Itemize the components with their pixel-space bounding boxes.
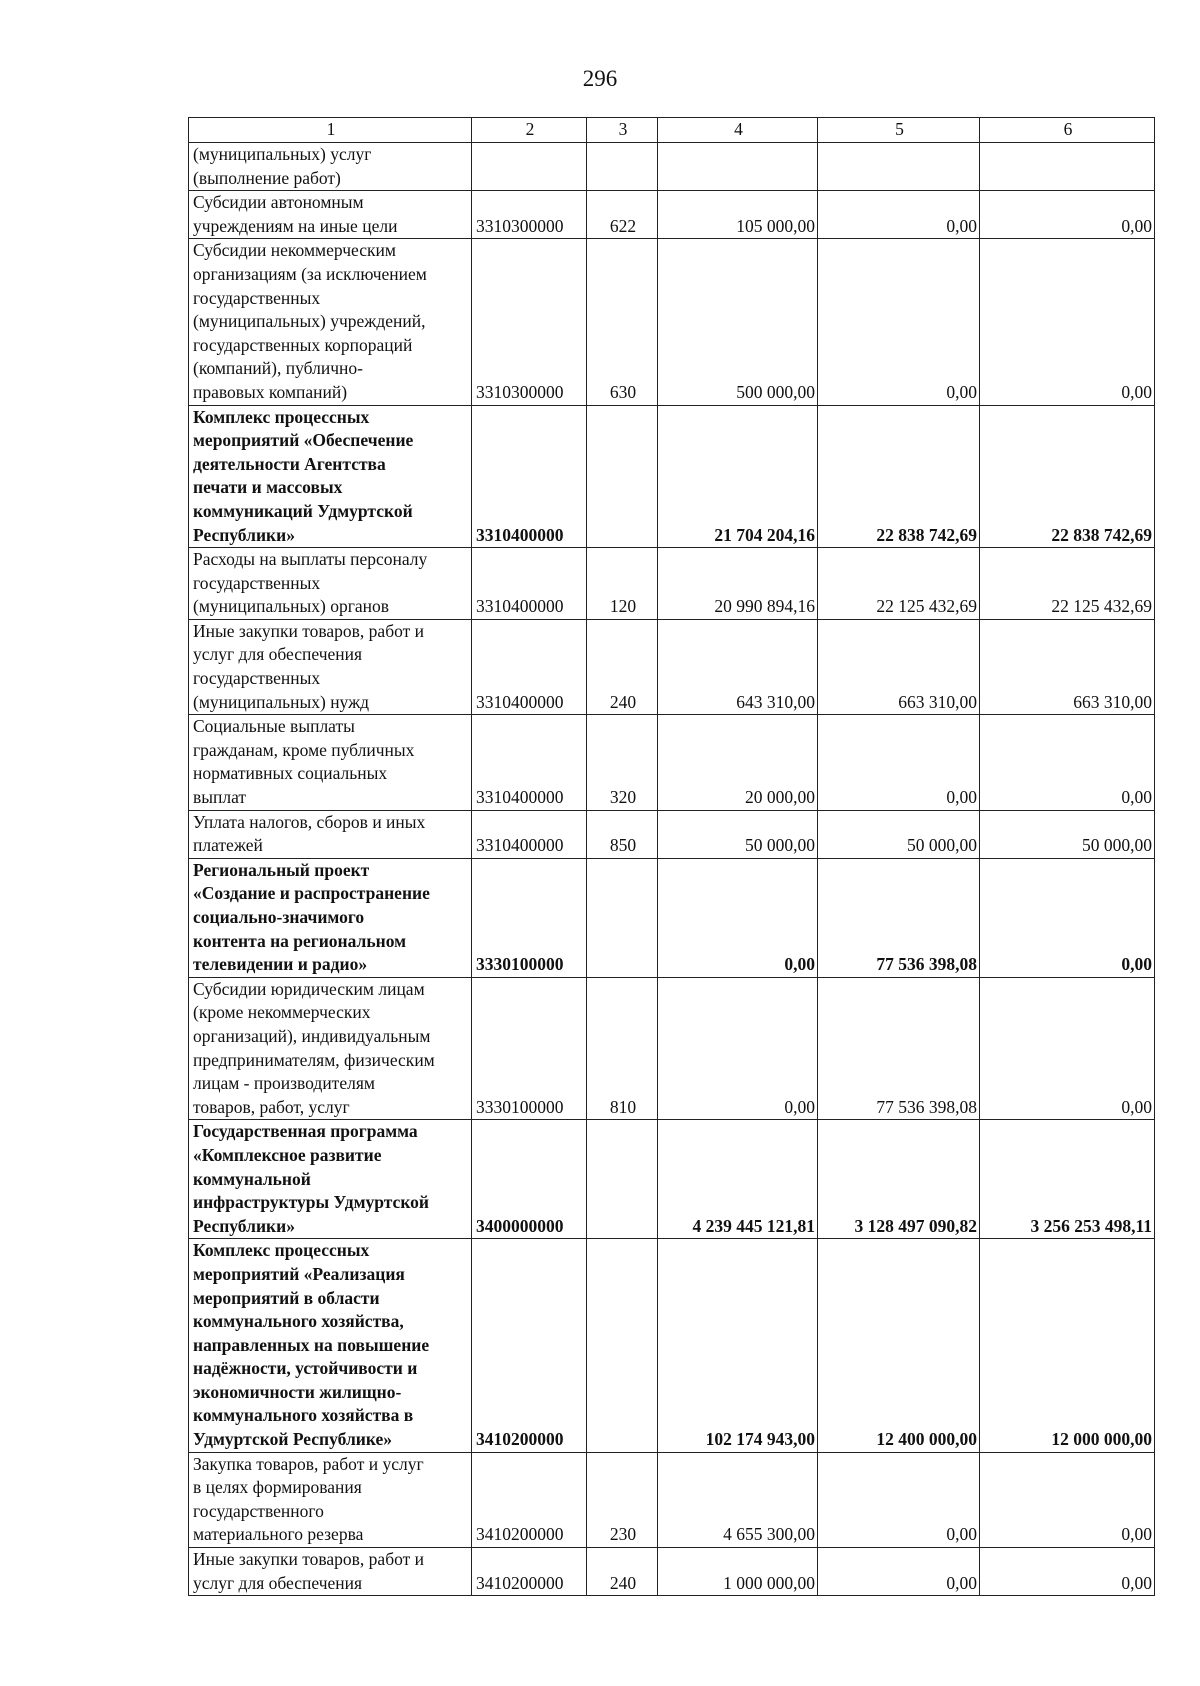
cell-name: (муниципальных) услуг (выполнение работ) <box>189 143 472 191</box>
cell-name: Государственная программа «Комплексное развитие коммунальной инфраструктуры Удмуртской Республики» <box>189 1120 472 1239</box>
table-row <box>189 548 1155 620</box>
cell-target-code: 3410200000 <box>472 1452 587 1547</box>
cell-amount-2: 0,00 <box>818 191 980 239</box>
cell-target-code: 3410200000 <box>472 1548 587 1596</box>
cell-name: Иные закупки товаров, работ и услуг для обеспечения <box>189 1548 472 1596</box>
cell-target-code: 3330100000 <box>472 858 587 977</box>
cell-amount-3: 0,00 <box>980 191 1155 239</box>
cell-target-code: 3330100000 <box>472 977 587 1120</box>
cell-target-code: 3310300000 <box>472 239 587 405</box>
cell-name: Субсидии автономным учреждениям на иные цели <box>189 191 472 239</box>
cell-amount-1: 643 310,00 <box>658 619 818 714</box>
header-cell-amount-1: 4 <box>658 118 818 143</box>
cell-amount-3: 22 838 742,69 <box>980 405 1155 548</box>
cell-expense-type: 240 <box>587 619 658 714</box>
cell-target-code <box>472 143 587 191</box>
cell-amount-3: 0,00 <box>980 858 1155 977</box>
header-cell-amount-3: 6 <box>980 118 1155 143</box>
cell-amount-2: 22 838 742,69 <box>818 405 980 548</box>
cell-amount-1: 500 000,00 <box>658 239 818 405</box>
table-row <box>189 977 1155 1120</box>
cell-amount-1: 21 704 204,16 <box>658 405 818 548</box>
cell-amount-2: 0,00 <box>818 239 980 405</box>
cell-target-code: 3410200000 <box>472 1239 587 1452</box>
table-row <box>189 143 1155 191</box>
cell-target-code: 3310400000 <box>472 548 587 620</box>
cell-amount-1: 102 174 943,00 <box>658 1239 818 1452</box>
cell-amount-3: 12 000 000,00 <box>980 1239 1155 1452</box>
page-number: 296 <box>582 66 618 91</box>
cell-amount-2: 0,00 <box>818 1548 980 1596</box>
table-row <box>189 715 1155 810</box>
cell-amount-2: 50 000,00 <box>818 810 980 858</box>
table-row <box>189 1548 1155 1596</box>
cell-amount-1: 0,00 <box>658 977 818 1120</box>
cell-expense-type <box>587 143 658 191</box>
table-row <box>189 858 1155 977</box>
cell-amount-3: 50 000,00 <box>980 810 1155 858</box>
table-row <box>189 1452 1155 1547</box>
cell-expense-type <box>587 858 658 977</box>
cell-amount-2: 12 400 000,00 <box>818 1239 980 1452</box>
cell-amount-3: 0,00 <box>980 1452 1155 1547</box>
header-cell-amount-2: 5 <box>818 118 980 143</box>
cell-expense-type: 810 <box>587 977 658 1120</box>
cell-target-code: 3310400000 <box>472 619 587 714</box>
cell-target-code: 3310400000 <box>472 715 587 810</box>
cell-name: Субсидии юридическим лицам (кроме некоммерческих организаций), индивидуальным предпринимателям, физическим лицам - производителям товаров, работ, услуг <box>189 977 472 1120</box>
cell-amount-3: 0,00 <box>980 977 1155 1120</box>
cell-amount-2: 22 125 432,69 <box>818 548 980 620</box>
cell-expense-type: 850 <box>587 810 658 858</box>
table-row <box>189 191 1155 239</box>
cell-amount-2: 663 310,00 <box>818 619 980 714</box>
cell-amount-3: 0,00 <box>980 715 1155 810</box>
cell-amount-3: 663 310,00 <box>980 619 1155 714</box>
table-row <box>189 239 1155 405</box>
cell-amount-2: 0,00 <box>818 1452 980 1547</box>
cell-amount-2: 77 536 398,08 <box>818 977 980 1120</box>
cell-name: Расходы на выплаты персоналу государственных (муниципальных) органов <box>189 548 472 620</box>
cell-amount-1: 50 000,00 <box>658 810 818 858</box>
cell-amount-1: 4 239 445 121,81 <box>658 1120 818 1239</box>
cell-expense-type <box>587 405 658 548</box>
cell-expense-type: 320 <box>587 715 658 810</box>
cell-target-code: 3310400000 <box>472 810 587 858</box>
table-row <box>189 405 1155 548</box>
cell-target-code: 3400000000 <box>472 1120 587 1239</box>
header-cell-code: 2 <box>472 118 587 143</box>
cell-name: Комплекс процессных мероприятий «Обеспечение деятельности Агентства печати и массовых коммуникаций Удмуртской Республики» <box>189 405 472 548</box>
cell-amount-1: 105 000,00 <box>658 191 818 239</box>
cell-name: Субсидии некоммерческим организациям (за исключением государственных (муниципальных) учреждений, государственных корпораций (компаний), публично- правовых компаний) <box>189 239 472 405</box>
cell-amount-2: 3 128 497 090,82 <box>818 1120 980 1239</box>
cell-name: Социальные выплаты гражданам, кроме публичных нормативных социальных выплат <box>189 715 472 810</box>
cell-amount-1: 0,00 <box>658 858 818 977</box>
cell-expense-type: 630 <box>587 239 658 405</box>
cell-amount-3: 22 125 432,69 <box>980 548 1155 620</box>
cell-name: Иные закупки товаров, работ и услуг для обеспечения государственных (муниципальных) нужд <box>189 619 472 714</box>
header-row <box>189 118 1155 143</box>
cell-expense-type: 120 <box>587 548 658 620</box>
cell-name: Уплата налогов, сборов и иных платежей <box>189 810 472 858</box>
cell-amount-3: 0,00 <box>980 1548 1155 1596</box>
cell-target-code: 3310400000 <box>472 405 587 548</box>
cell-amount-3 <box>980 143 1155 191</box>
header-cell-expense-type: 3 <box>587 118 658 143</box>
cell-amount-1 <box>658 143 818 191</box>
cell-amount-2 <box>818 143 980 191</box>
cell-expense-type <box>587 1120 658 1239</box>
cell-amount-1: 20 000,00 <box>658 715 818 810</box>
cell-amount-1: 4 655 300,00 <box>658 1452 818 1547</box>
table-row <box>189 810 1155 858</box>
cell-amount-1: 20 990 894,16 <box>658 548 818 620</box>
cell-expense-type <box>587 1239 658 1452</box>
table-row <box>189 1239 1155 1452</box>
cell-name: Закупка товаров, работ и услуг в целях формирования государственного материального резерва <box>189 1452 472 1547</box>
budget-table <box>188 117 1155 1596</box>
table-row <box>189 619 1155 714</box>
cell-name: Региональный проект «Создание и распространение социально-значимого контента на региональном телевидении и радио» <box>189 858 472 977</box>
cell-expense-type: 230 <box>587 1452 658 1547</box>
cell-expense-type: 240 <box>587 1548 658 1596</box>
cell-amount-2: 77 536 398,08 <box>818 858 980 977</box>
cell-expense-type: 622 <box>587 191 658 239</box>
cell-amount-3: 0,00 <box>980 239 1155 405</box>
cell-name: Комплекс процессных мероприятий «Реализация мероприятий в области коммунального хозяйства, направленных на повышение надёжности, устойчивости и экономичности жилищно- коммунального хозяйства в Удмуртской Республике» <box>189 1239 472 1452</box>
cell-amount-1: 1 000 000,00 <box>658 1548 818 1596</box>
header-cell-name: 1 <box>189 118 472 143</box>
cell-amount-3: 3 256 253 498,11 <box>980 1120 1155 1239</box>
cell-target-code: 3310300000 <box>472 191 587 239</box>
cell-amount-2: 0,00 <box>818 715 980 810</box>
table-row <box>189 1120 1155 1239</box>
